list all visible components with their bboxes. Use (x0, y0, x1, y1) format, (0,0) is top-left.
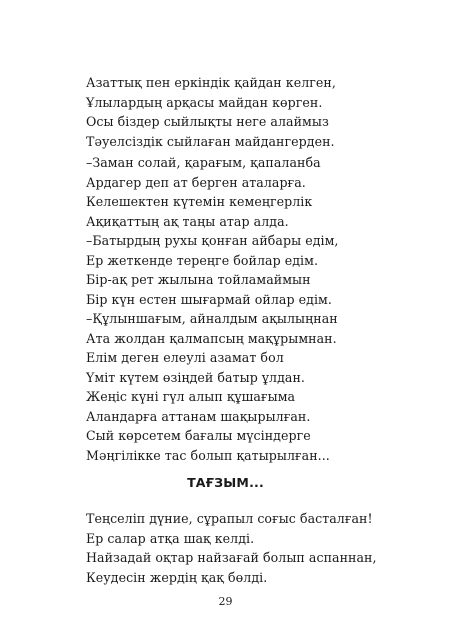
poem-line: Осы біздер сыйлықты неге алаймыз (86, 114, 329, 130)
stanza-4 (86, 309, 416, 387)
poem-line: Мәңгілікке тас болып қатырылған... (86, 447, 330, 463)
poem-line: Үміт күтем өзіңдей батыр ұлдан. (86, 369, 305, 385)
poem-line: Ақиқаттың ақ таңы атар алда. (86, 213, 289, 229)
poem-line: –Заман солай, қарағым, қапаланба (86, 155, 321, 170)
poem-line: Жеңіс күні гүл алып құшағыма (86, 389, 296, 404)
poem-line: Бір-ақ рет жылына тойламаймын (86, 272, 311, 288)
poem-line: Ер жеткенде тереңге бойлар едім. (86, 252, 319, 268)
poem-line: –Құлыншағым, айналдым ақылыңнан (86, 311, 338, 326)
page-number: 29 (218, 595, 233, 608)
poem-line: Тәуелсіздік сыйлаған майдангерден. (86, 133, 335, 149)
poem-line: Бір күн естен шығармай ойлар едім. (86, 291, 332, 307)
stanza-2 (86, 153, 416, 231)
stanza-1 (86, 73, 416, 151)
poem-line: Ата жолдан қалмапсың мақұрымнан. (86, 330, 337, 346)
stanza-3 (86, 231, 416, 309)
stanza-tagzym-1 (86, 509, 416, 587)
poem-line: Азаттық пен еркіндік қайдан келген, (86, 75, 336, 90)
poem-line: –Батырдың рухы қонған айбары едім, (86, 233, 339, 248)
poem-line: Теңселіп дүние, сұрапыл соғыс басталған! (86, 511, 373, 526)
poem-line: Ардагер деп ат берген аталарға. (86, 174, 306, 190)
poem-line: Ер салар атқа шақ келді. (86, 530, 255, 546)
poem-line: Сый көрсетем бағалы мүсіндерге (86, 428, 311, 444)
poem-line: Келешектен күтемін кемеңгерлік (86, 194, 313, 210)
poem-title: ТАҒЗЫМ... (187, 475, 264, 490)
poem-line: Кеудесін жердің қақ бөлді. (86, 569, 268, 585)
poem-line: Аландарға аттанам шақырылған. (86, 408, 311, 424)
poem-line: Найзадай оқтар найзағай болып аспаннан, (86, 550, 377, 566)
poem-line: Ұлылардың арқасы майдан көрген. (86, 94, 323, 110)
stanza-5 (86, 387, 416, 465)
poem-line: Елім деген елеулі азамат бол (86, 350, 284, 366)
